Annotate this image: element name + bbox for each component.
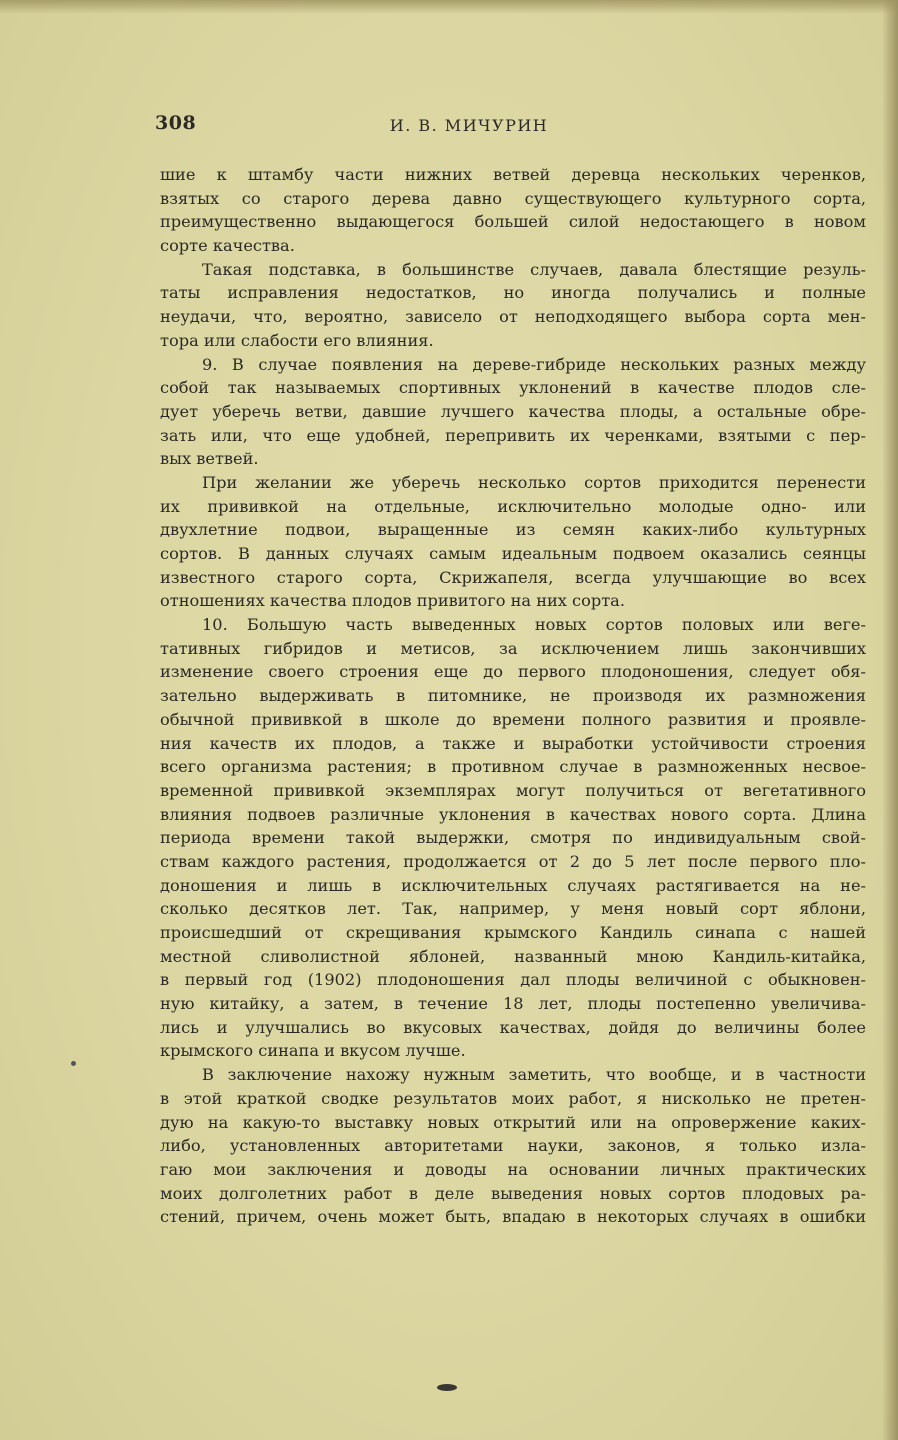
text-line: ния качеств их плодов, а также и выработки устойчивости строения <box>160 733 866 753</box>
text-line: лись и улучшались во вкусовых качествах, дойдя до величины более <box>160 1017 866 1037</box>
text-line: таты исправления недостатков, но иногда получались и полные <box>160 283 866 303</box>
text-line: 9. В случае появления на дереве-гибриде нескольких разных между <box>202 354 866 374</box>
text-line: двухлетние подвои, выращенные из семян каких-либо культурных <box>160 520 866 540</box>
text-line: либо, установленных авторитетами науки, законов, я только изла- <box>160 1136 866 1156</box>
running-head: И. В. МИЧУРИН <box>389 116 549 135</box>
page-edge-shadow-top <box>0 0 898 14</box>
text-line: крымского синапа и вкусом лучше. <box>160 1041 466 1061</box>
text-line: в этой краткой сводке результатов моих работ, я нисколько не претен- <box>160 1088 866 1108</box>
page-number: 308 <box>155 112 197 134</box>
text-line: 10. Большую часть выведенных новых сортов половых или веге- <box>202 615 866 635</box>
text-line: обычной прививкой в школе до времени полного развития и проявле- <box>160 709 866 729</box>
text-line: периода времени такой выдержки, смотря по индивидуальным свой- <box>160 828 866 848</box>
text-line: собой так называемых спортивных уклонений в качестве плодов сле- <box>160 378 866 398</box>
text-line: в первый год (1902) плодоношения дал плоды величиной с обыкновен- <box>160 970 866 990</box>
text-line: тативных гибридов и метисов, за исключением лишь закончивших <box>160 638 866 658</box>
text-line: При желании же уберечь несколько сортов приходится перенести <box>202 472 866 492</box>
text-line: моих долголетних работ в деле выведения новых сортов плодовых ра- <box>160 1183 866 1203</box>
text-line: дует уберечь ветви, давшие лучшего качества плоды, а остальные обре- <box>160 401 866 421</box>
text-line: происшедший от скрещивания крымского Кандиль синапа с нашей <box>160 923 866 942</box>
text-line: взятых со старого дерева давно существующего культурного сорта, <box>160 188 866 208</box>
text-line: отношениях качества плодов привитого на них сорта. <box>160 591 625 611</box>
text-line: зательно выдерживать в питомнике, не производя их размножения <box>160 686 866 706</box>
text-line: неудачи, что, вероятно, зависело от неподходящего выбора сорта мен- <box>160 307 866 327</box>
text-line: известного старого сорта, Скрижапеля, всегда улучшающие во всех <box>160 567 866 587</box>
text-line: доношения и лишь в исключительных случаях растягивается на не- <box>160 875 866 895</box>
body-text <box>160 163 866 1229</box>
text-line: гаю мои заключения и доводы на основании личных практических <box>160 1159 866 1179</box>
text-line: преимущественно выдающегося большей силой недостающего в новом <box>160 212 866 232</box>
text-line: Такая подставка, в большинстве случаев, давала блестящие резуль- <box>202 259 866 279</box>
text-line: изменение своего строения еще до первого плодоношения, следует обя- <box>160 662 866 682</box>
text-line: влияния подвоев различные уклонения в качествах нового сорта. Длина <box>160 804 866 824</box>
text-line: В заключение нахожу нужным заметить, что вообще, и в частности <box>202 1065 866 1085</box>
text-line: всего организма растения; в противном случае в размноженных несвое- <box>160 757 866 777</box>
text-line: ную китайку, а затем, в течение 18 лет, плоды постепенно увеличива- <box>160 994 866 1014</box>
text-line: вых ветвей. <box>160 449 259 469</box>
text-line: стений, причем, очень может быть, впадаю в некоторых случаях в ошибки <box>160 1207 866 1227</box>
text-line: тора или слабости его влияния. <box>160 330 434 350</box>
page-edge-shadow-right <box>882 0 898 1440</box>
ink-smudge <box>437 1384 457 1391</box>
text-line: шие к штамбу части нижних ветвей деревца нескольких черенков, <box>160 165 866 184</box>
margin-dot-mark <box>71 1061 76 1066</box>
text-line: их прививкой на отдельные, исключительно молодые одно- или <box>160 496 866 516</box>
text-line: сколько десятков лет. Так, например, у меня новый сорт яблони, <box>160 899 866 919</box>
text-line: местной сливолистной яблоней, названный мною Кандиль-китайка, <box>160 946 866 966</box>
text-line: сортов. В данных случаях самым идеальным подвоем оказались сеянцы <box>160 544 866 563</box>
text-line: ствам каждого растения, продолжается от 2 до 5 лет после первого пло- <box>160 851 866 871</box>
text-line: дую на какую-то выставку новых открытий или на опровержение каких- <box>160 1112 866 1132</box>
text-line: временной прививкой экземплярах могут получиться от вегетативного <box>160 780 866 800</box>
text-line: зать или, что еще удобней, перепривить их черенками, взятыми с пер- <box>160 425 866 445</box>
text-line: сорте качества. <box>160 236 295 256</box>
